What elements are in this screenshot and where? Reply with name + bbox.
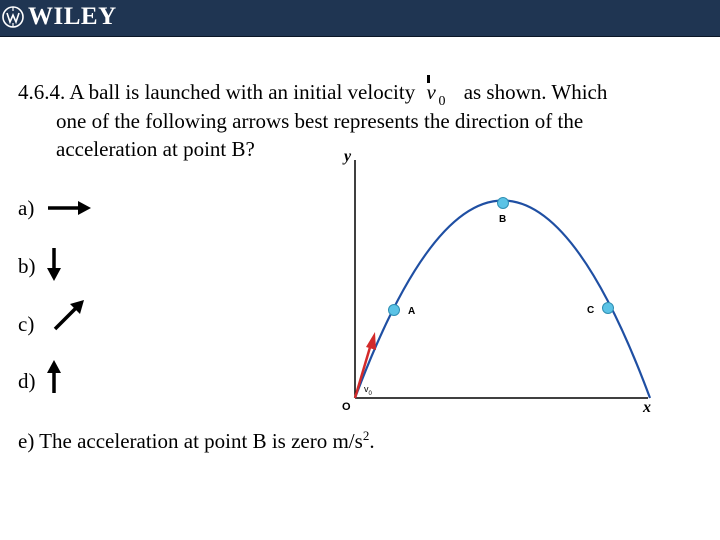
velocity-arrowhead <box>366 332 376 350</box>
question-line1-before: A ball is launched with an initial velocity <box>69 80 416 104</box>
choice-label: a) <box>18 196 35 220</box>
logo-text: WILEY <box>28 3 117 30</box>
header-bar <box>0 0 720 37</box>
wiley-logo <box>0 3 117 31</box>
y-axis-label: y <box>344 148 352 165</box>
arrow-right-icon <box>46 196 92 220</box>
choice-suffix: . <box>369 429 375 453</box>
question-line1-after: as shown. Which <box>463 80 608 104</box>
question-line2: one of the following arrows best represents the direction of the <box>56 108 584 133</box>
choice-label: c) <box>18 312 35 336</box>
arrow-down-icon <box>46 246 62 282</box>
choice-a[interactable] <box>18 196 34 220</box>
ball-a <box>389 305 400 316</box>
choice-label: e) The acceleration at point B is zero m/s <box>18 429 363 453</box>
point-label-c: C <box>587 305 595 316</box>
velocity-label: $v_0$ <box>364 384 372 397</box>
question-line3: acceleration at point B? <box>56 137 255 161</box>
x-axis-label: x <box>643 399 651 416</box>
question-number: 4.6.4. <box>18 80 66 104</box>
choice-c[interactable] <box>18 312 34 336</box>
ball-b <box>498 198 509 209</box>
point-label-b: B <box>499 214 507 225</box>
superscript: 2 <box>362 428 370 443</box>
choice-label: d) <box>18 369 36 393</box>
choice-label: b) <box>18 254 36 278</box>
projectile-diagram <box>330 146 670 421</box>
wiley-emblem-icon <box>0 4 26 30</box>
choice-b[interactable] <box>18 254 36 278</box>
point-label-a: A <box>408 306 416 317</box>
initial-velocity-arrow <box>355 344 371 398</box>
choice-e[interactable] <box>18 424 375 453</box>
choice-d[interactable] <box>18 369 36 393</box>
ball-c <box>603 303 614 314</box>
origin-label: O <box>342 401 351 413</box>
velocity-symbol: v 0 <box>422 81 456 101</box>
arrow-up-right-icon <box>52 298 86 332</box>
trajectory-curve <box>355 201 650 399</box>
arrow-up-icon <box>46 359 62 395</box>
